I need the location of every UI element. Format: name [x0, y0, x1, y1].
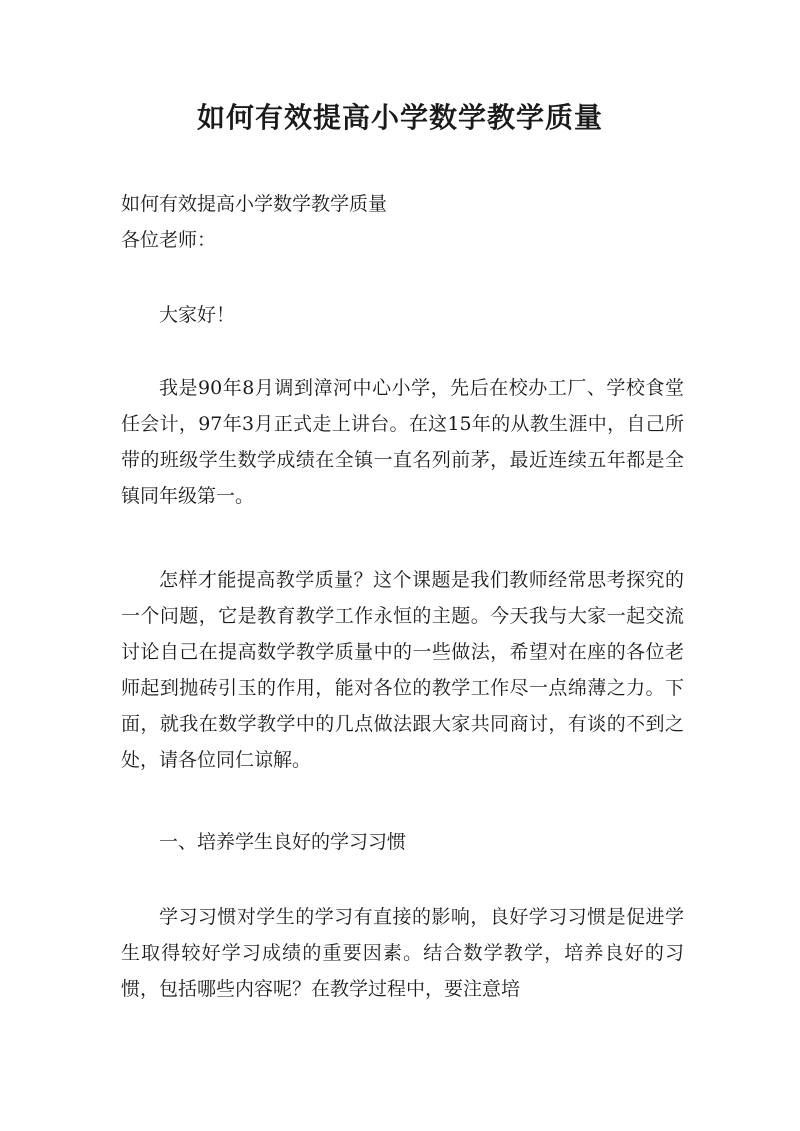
paragraph-habits: 学习习惯对学生的学习有直接的影响，良好学习习惯是促进学生取得较好学习成绩的重要因素。结合数学教学，培养良好的习惯，包括哪些内容呢？在教学过程中，要注意培	[121, 906, 684, 1000]
section-heading: 一、培养学生良好的学习习惯	[159, 831, 407, 853]
subtitle-line: 如何有效提高小学数学教学质量	[121, 193, 388, 215]
document-title: 如何有效提高小学数学教学质量	[196, 101, 603, 134]
salutation-line: 各位老师：	[121, 229, 217, 251]
paragraph-intro: 我是90年8月调到漳河中心小学，先后在校办工厂、学校食堂任会计，97年3月正式走上讲台。在这15年的从教生涯中，自己所带的班级学生数学成绩在全镇一直名列前茅，最近连续五年都是全镇同年级第一。	[121, 377, 684, 507]
paragraph-question: 怎样才能提高教学质量？这个课题是我们教师经常思考探究的一个问题，它是教育教学工作永恒的主题。今天我与大家一起交流讨论自己在提高数学教学质量中的一些做法，希望对在座的各位老师起到抛砖引玉的作用，能对各位的教学工作尽一点绵薄之力。下面，就我在数学教学中的几点做法跟大家共同商讨，有谈的不到之处，请各位同仁谅解。	[121, 569, 684, 771]
greeting-line: 大家好！	[159, 304, 236, 326]
